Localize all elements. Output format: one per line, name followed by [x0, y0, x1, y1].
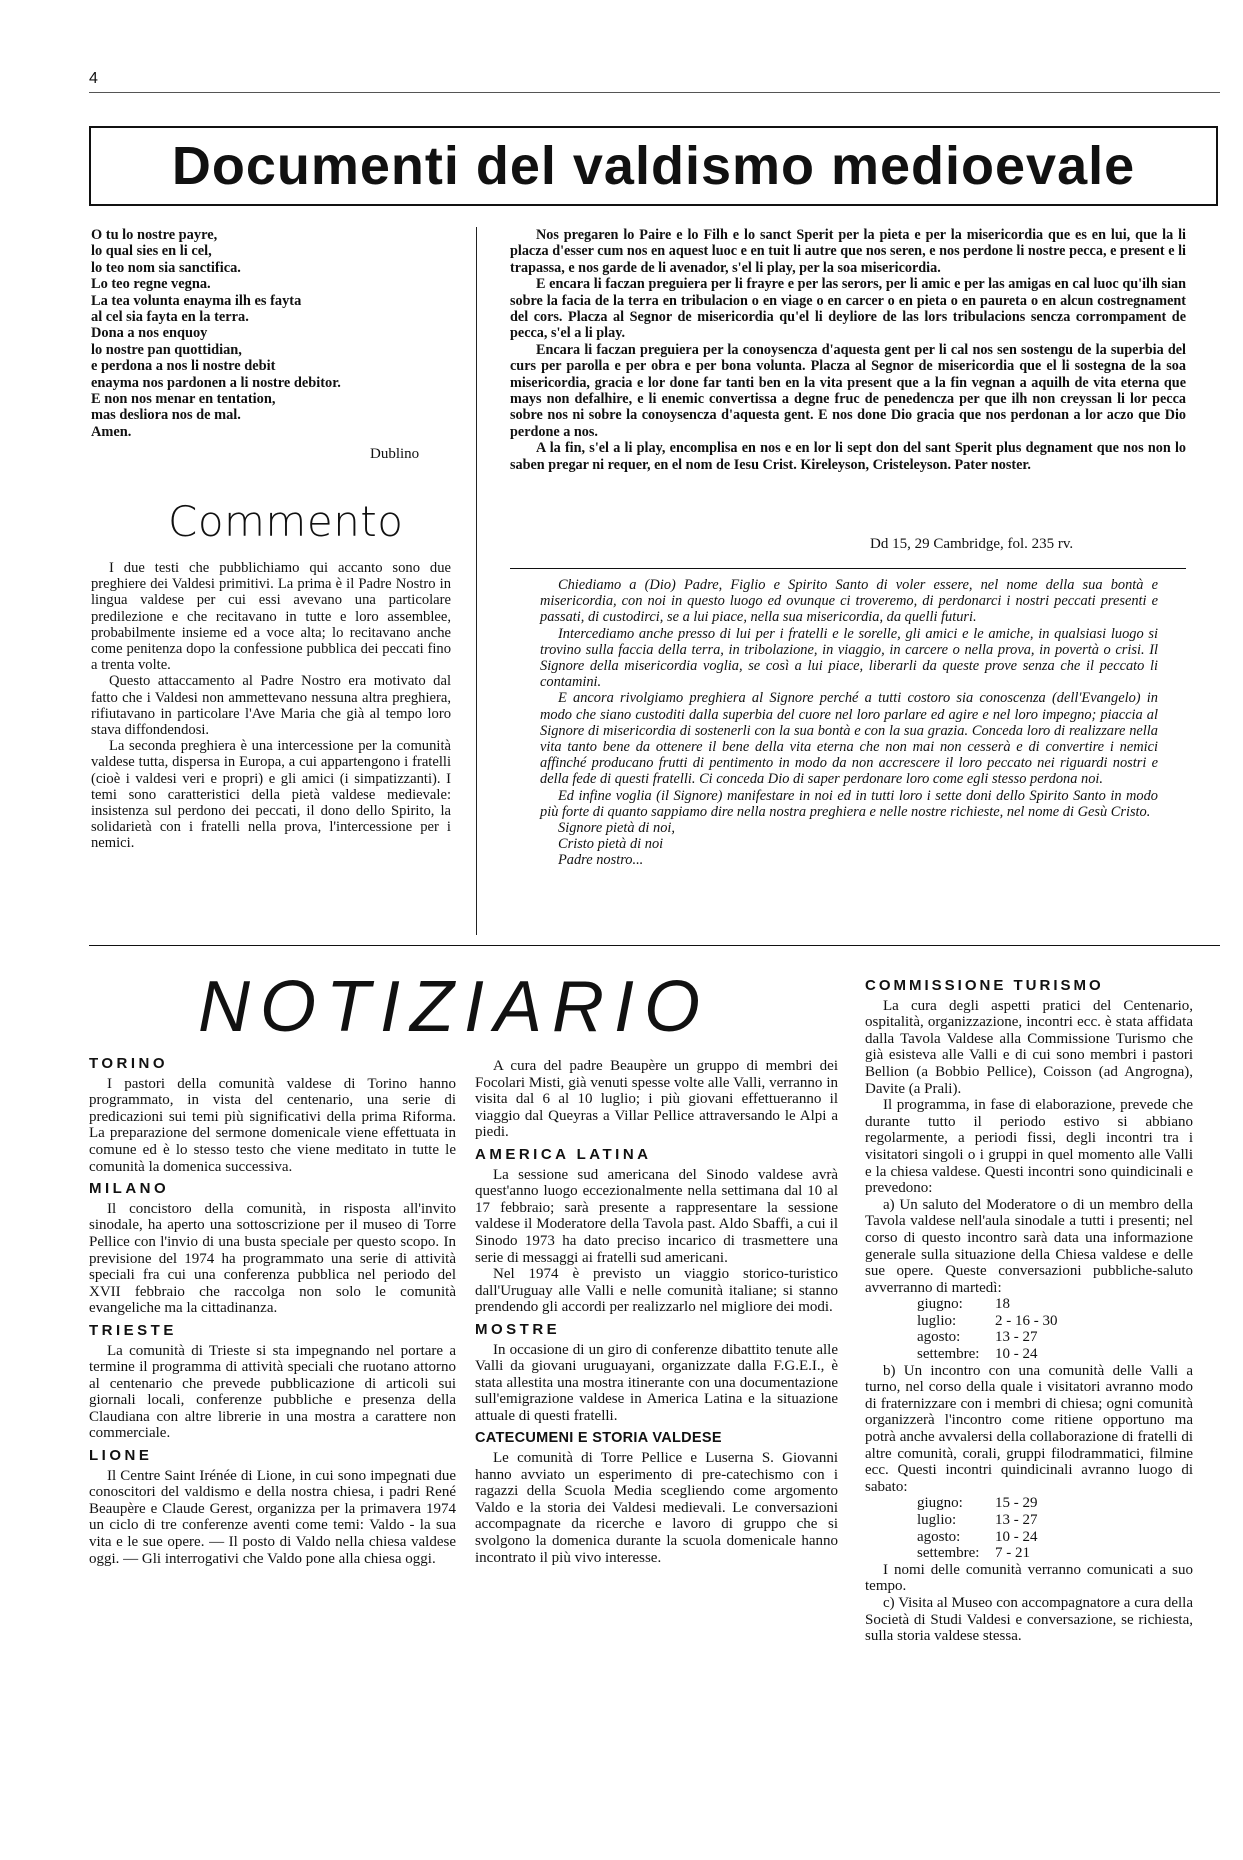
schedule-month: giugno: [917, 1296, 963, 1313]
translation-paragraph: Chiediamo a (Dio) Padre, Figlio e Spirito Santo di voler essere, nel nome della sua bontà e misericordia, con noi in questo luogo ed ovunque ci troveremo, di perdonarci i nostri peccati presenti e passati, di custodirci, se a lui piace, nella sua misericordia, da quelli futuri. [540, 577, 1158, 626]
section-divider [89, 945, 1220, 946]
schedule-days: 13 - 27 [995, 1329, 1038, 1346]
translation-closing-line: Cristo pietà di noi [558, 836, 664, 853]
lione-heading: LIONE [89, 1447, 153, 1465]
prayer-source: Dublino [370, 446, 420, 462]
schedule-days: 15 - 29 [995, 1495, 1038, 1512]
prayer2-source: Dd 15, 29 Cambridge, fol. 235 rv. [870, 536, 1074, 552]
prayer2-paragraph: E encara li faczan preguiera per li frayre e per las serors, per li amic e per las amigas en cal luoc qu'ilh sian sobre la facia de la terra en tribulacion o en viage o en carcer o en pieta o en paureta o en alcun costregnament del cors. Placza al Segnor de misericordia qu'el li deyliore de las lors tribulacions senсza corrompament de pecca, s'el a li play. [510, 276, 1186, 342]
news-column-1 [89, 1050, 456, 1567]
notiziario-title: NOTIZIARIO [198, 967, 710, 1047]
translation-rule [510, 568, 1186, 569]
translation-paragraph: E ancora rivolgiamo preghiera al Signore perché a tutti costoro sia conoscenza (dell'Evangelo) in modo che siano custoditi dalla superbia del cuore nel loro parlare ed agire e nel loro impegno; piaccia al Signore di misericordia di sostenerli con la sua bontà e con la sua grazia. Conceda loro di realizzare nella vita tanto bene da ottenere il bene della vita eterna che non mai non cesserà e di convertire i nemici affinché producano frutti di pentimento in modo da non accrescere il loro peccato nei riguardi nostri e della fede di questi fratelli. Ci conceda Dio di saper perdonare loro come egli stesso perdona noi. [540, 690, 1158, 788]
torino-heading: TORINO [89, 1055, 169, 1072]
prayer2-paragraph: Nos pregaren lo Paire e lo Filh e lo sanct Sperit per la pieta e per la misericordia que es en lui, que la li placza d'esser cum nos en aquest luoc e en tuit li autre que nos seren, e nos perdone li nostre pecca, e present e li trapassa, e nos garde de li avenador, s'el li play, per la soa misericordia. [510, 227, 1186, 276]
schedule-month: luglio: [917, 1512, 957, 1528]
turismo-paragraph: I nomi delle comunità verranno comunicati a suo tempo. [865, 1561, 1193, 1595]
translation-text [540, 577, 1158, 869]
commento-paragraph: I due testi che pubblichiamo qui accanto sono due preghiere dei Valdesi primitivi. La prima è il Padre Nostro in lingua valdese per cui essi avevano una particolare predilezione e che recitavano in tutte e loro assemblee, probabilmente insieme ed a voce alta; lo recitavano anche come penitenza dopo la confessione pubblica dei peccati fino a trenta volte. [91, 560, 451, 674]
trieste-heading: TRIESTE [89, 1321, 177, 1339]
commento-text [91, 560, 451, 852]
translation-paragraph: Ed infine voglia (il Signore) manifestare in noi ed in tutti loro i sette doni dello Spirito Santo in modo più forte di quanto sappiamo dire nella nostra preghiera e nelle nostre richieste, nel nome di Gesù Cristo. [540, 787, 1158, 820]
page-number: 4 [89, 70, 98, 87]
schedule-days: 2 - 16 - 30 [995, 1312, 1058, 1329]
america-latina-paragraph: Nel 1974 è previsto un viaggio storico-turistico dall'Uruguay alle Valli e nelle comunità italiane; si stanno prendendo gli accordi per realizzarlo nel migliore dei modi. [475, 1266, 838, 1316]
page-title: Documenti del valdismo medioevale [171, 136, 1136, 196]
prayer-line: mas desliora nos de mal. [91, 407, 241, 424]
prayer-line: Amen. [91, 423, 132, 440]
translation-paragraph: Intercediamo anche presso di lui per i fratelli e le sorelle, gli amici e le amiche, in qualsiasi luogo si trovino sulla faccia della terra, in tribolazione, in viaggio, in carcere o nella prova, in povertà o crisi. Il Signore della misericordia voglia, se così a lui piace, liberarli da queste prove senza che il peccato li contamini. [540, 625, 1158, 691]
prayer2-paragraph: A la fin, s'el a li play, encomplisa en nos e en lor li sept don del sant Sperit plus degnament que nos non lo saben pregar ni requer, en el nom de Iesu Crist. Kireleyson, Cristeleyson. Pater noster. [510, 440, 1186, 473]
prayer-line: lo qual sies en li cel, [91, 243, 212, 260]
schedule-month: luglio: [917, 1312, 957, 1329]
commento-paragraph: Questo attaccamento al Padre Nostro era motivato dal fatto che i Valdesi non ammettevano nessuna altra preghiera, rifiutavano in particolare l'Ave Maria che già al tempo loro stava diffondendosi. [91, 673, 451, 739]
schedule-days: 10 - 24 [995, 1346, 1038, 1363]
prayer-line: Lo teo regne vegna. [91, 276, 211, 293]
news-column-3 [865, 972, 1193, 1645]
schedule-saturday [865, 1495, 1193, 1561]
prayer2-paragraph: Encara li faczan preguiera per la conoysenсza d'aquesta gent per li cal nos sen sostengu de la superbia del curs per parolla e per obra e per bona volunta. Placza al Segnor de misericordia que el li sostegna de la soa misericordia, gracia e lor done far tanti ben en la vita present que a la fin vegnan a aquilh de vita eterna que mays non defalhire, e li enemic convertissa a degne fruc de penedenсza per que ilh non creyssan li lor pecca sobre nos ni sobre la conoysenсza d'aquesta gent. E nos done Dio gracia que nos perdonan a lor aczo que Dio perdone a nos. [510, 341, 1186, 440]
prayer-line: e perdona a nos li nostre debit [91, 358, 276, 375]
commento-paragraph: La seconda preghiera è una intercessione per la comunità valdese tutta, dispersa in Europa, a cui appartengono i fratelli (cioè i valdesi veri e propri) e gli amici (i simpatizzanti). I temi sono caratteristici della pietà valdese medievale: insistenza sul perdono dei peccati, il dono dello Spirito, la solidarietà con i fratelli nella prova, l'intercessione per i nemici. [91, 738, 451, 852]
prayer-line: lo teo nom sia sanctifica. [91, 259, 241, 276]
prayer-line: enayma nos pardonen a li nostre debitor. [91, 374, 341, 391]
prayer-line: O tu lo nostre payre, [91, 227, 218, 243]
america-latina-heading: AMERICA LATINA [475, 1145, 652, 1163]
focolari-text: A cura del padre Beaupère un gruppo di membri dei Focolari Misti, già venuti spesse volte alle Valli, verranno in visita dal 6 al 10 luglio; i più giovani effettueranno il viaggio dal Queyras a Villar Pellice attraversando le Alpi a piedi. [475, 1058, 838, 1141]
turismo-paragraph: c) Visita al Museo con accompagnatore a cura della Società di Studi Valdesi e conversazione, se richiesta, sulla storia valdese stessa. [865, 1594, 1193, 1645]
turismo-paragraph: a) Un saluto del Moderatore o di un membro della Tavola valdese nell'aula sinodale a tutti i presenti; nel corso di questo incontro sarà data una informazione generale sulla situazione della Chiesa valdese e delle sue opere. Queste conversazioni pubbliche-saluto avverranno di martedì: [865, 1196, 1193, 1296]
schedule-month: agosto: [917, 1528, 961, 1545]
schedule-days: 7 - 21 [995, 1545, 1030, 1562]
prayer-intercession [510, 227, 1186, 473]
prayer-line: La tea volunta enayma ilh es fayta [91, 292, 302, 309]
milano-text: Il concistoro della comunità, in risposta all'invito sinodale, ha aperto una sottoscrizione per il museo di Torre Pellice con l'invio di una busta speciale per questo scopo. In previsione del 1974 ha programmato una serie di attività speciali fra cui una conferenza pubblica nel periodo del XVII febbraio che raccolga non solo le comunità evangeliche ma la cittadinanza. [89, 1200, 456, 1317]
schedule-month: settembre: [917, 1545, 980, 1562]
milano-heading: MILANO [89, 1180, 170, 1198]
prayer-line: al cel sia fayta en la terra. [91, 309, 249, 326]
prayer-line: E non nos menar en tentation, [91, 391, 276, 408]
title-box [89, 126, 1218, 206]
news-column-2 [475, 1058, 838, 1566]
schedule-days: 13 - 27 [995, 1512, 1038, 1528]
lione-text: Il Centre Saint Irénée di Lione, in cui sono impegnati due conoscitori del valdismo e della nostra chiesa, i padri René Beaupère e Claude Gerest, organizza per la primavera 1974 un ciclo di tre conferenze aventi come temi: Valdo - la sua vita e le sue opere. — Il posto di Valdo nella chiesa valdese oggi. — Gli interrogativi che Valdo pone alla chiesa oggi. [89, 1467, 456, 1567]
column-divider [476, 227, 477, 935]
prayer-line: Dona a nos enquoy [91, 325, 208, 342]
schedule-days: 18 [995, 1296, 1010, 1313]
turismo-paragraph: La cura degli aspetti pratici del Centenario, ospitalità, organizzazione, incontri ecc. è stata affidata dalla Tavola Valdese alla Commissione Turismo che già esisteva alle Valli e di cui sono membri i pastori Bellion (a Bobbio Pellice), Coisson (ad Angrogna), Davite (a Prali). [865, 997, 1193, 1097]
turismo-paragraph: b) Un incontro con una comunità delle Valli a turno, nel corso della quale i visitatori avranno modo di fraternizzare con i membri di chiesa; ogni comunità organizzerà l'incontro come ritiene opportuno ma potrà anche avvalersi della collaborazione di fratelli di altre comunità, corali, gruppi filodrammatici, filmine ecc. Questi incontri quindicinali avranno luogo di sabato: [865, 1362, 1193, 1495]
catecumeni-heading: CATECUMENI E STORIA VALDESE [475, 1430, 722, 1447]
translation-closing-line: Padre nostro... [558, 852, 644, 869]
prayer-line: lo nostre pan quottidian, [91, 341, 242, 358]
mostre-heading: MOSTRE [475, 1320, 561, 1338]
schedule-days: 10 - 24 [995, 1528, 1038, 1545]
schedule-month: agosto: [917, 1329, 961, 1346]
turismo-paragraph: Il programma, in fase di elaborazione, prevede che durante tutto il periodo estivo si abbiano regolarmente, a periodi fissi, degli incontri tra i visitatori singoli o i gruppi in quel momento alle Valli e la chiesa valdese. Questi incontri sono quindicinali e prevedono: [865, 1097, 1193, 1197]
top-rule [89, 92, 1220, 93]
translation-closing-line: Signore pietà di noi, [558, 820, 675, 837]
torino-text: I pastori della comunità valdese di Torino hanno programmato, in vista del centenario, una serie di predicazioni sui temi più significativi della prima Riforma. La preparazione del sermone domenicale viene effettuata in comune ed è lo stesso testo che viene meditato in tutte le comunità la domenica successiva. [89, 1075, 456, 1175]
trieste-text: La comunità di Trieste si sta impegnando nel portare a termine il programma di attività speciali che ruotano attorno al centenario che prevede pubblicazione di articoli sui giornali locali, conferenze pubbliche e presenza della Claudiana con altre librerie in una mostra a carattere non commerciale. [89, 1342, 456, 1442]
turismo-heading: COMMISSIONE TURISMO [865, 977, 1104, 994]
america-latina-paragraph: La sessione sud americana del Sinodo valdese avrà quest'anno luogo eccezionalmente nella settimana dal 10 al 17 febbraio; sarà presente a rappresentare la sessione valdese il Moderatore della Tavola past. Aldo Sbaffi, a cui il Sinodo 1973 ha dato preciso incarico di trasmettere una serie di messaggi ai fratelli sud americani. [475, 1166, 838, 1266]
schedule-tuesday [865, 1296, 1193, 1362]
mostre-text: In occasione di un giro di conferenze dibattito tenute alle Valli da giovani uruguayani, organizzate dalla F.G.E.I., è stata allestita una mostra itinerante con una documentazione sull'emigrazione valdese in America Latina e la situazione attuale di questi fratelli. [475, 1341, 838, 1424]
prayer-pater-noster [91, 227, 461, 440]
catecumeni-text: Le comunità di Torre Pellice e Luserna S. Giovanni hanno avviato un esperimento di pre-catechismo con i ragazzi della Scuola Media scegliendo come argomento Valdo e la storia dei Valdesi medievali. Le conversazioni accompagnate da ricerche e lavoro di gruppo che si svolgono la domenica durante la scuola domenicale hanno incontrato il più vivo interesse. [475, 1450, 838, 1566]
schedule-month: giugno: [917, 1495, 963, 1512]
schedule-month: settembre: [917, 1346, 980, 1363]
commento-heading: Commento [168, 497, 404, 546]
